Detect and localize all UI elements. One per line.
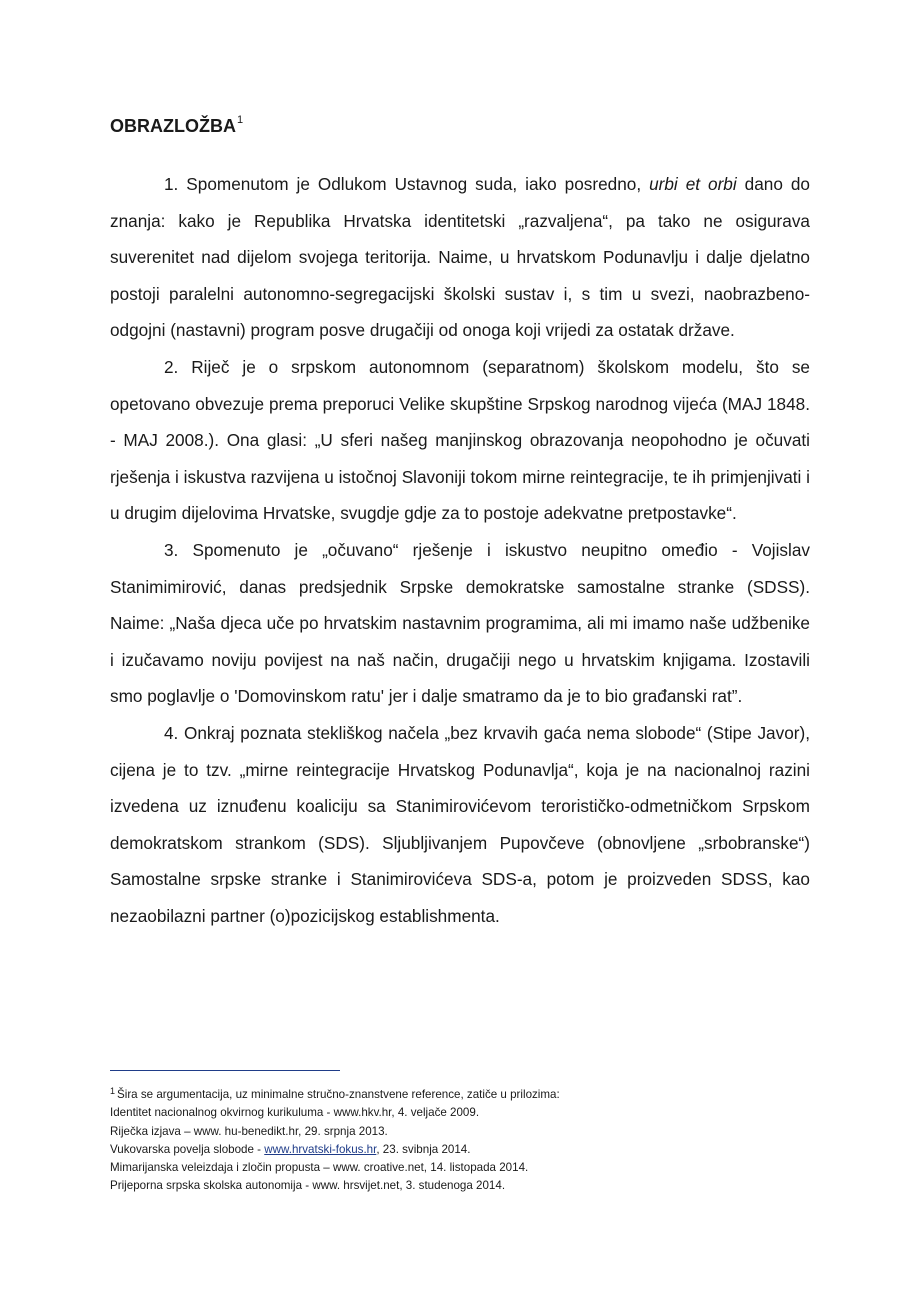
paragraph-1-italic: urbi et orbi: [649, 174, 737, 194]
footnote-reference: 1: [236, 114, 244, 126]
paragraph-3: 3. Spomenuto je „očuvano“ rješenje i iskustvo neupitno omeđio - Vojislav Stanimimirović, danas predsjednik Srpske demokratske samostalne stranke (SDSS). Naime: „Naša djeca uče po hrvatskim nastavnim programima, ali mi imamo naše udžbenike i izučavamo noviju povijest na naš način, drugačiji nego u hrvatskim knjigama. Izostavili smo poglavlje o 'Domovinskom ratu' jer i dalje smatramo da je to bio građanski rat”.: [110, 539, 810, 707]
footnote-intro: [110, 1082, 830, 1104]
footnotes: [110, 1082, 830, 1196]
footnote-line: Riječka izjava – www. hu-benedikt.hr, 29. srpnja 2013.: [110, 1124, 388, 1138]
footnote-intro-text: Šira se argumentacija, uz minimalne stručno-znanstvene reference, zatiče u prilozima:: [117, 1088, 560, 1101]
footnote-line-suffix: , 23. svibnja 2014.: [376, 1142, 471, 1156]
paragraph-4: 4. Onkraj poznata stekliškog načela „bez krvavih gaća nema slobode“ (Stipe Javor), cijena je to tzv. „mirne reintegracije Hrvatskog Podunavlja“, koja je na nacionalnoj razini izvedena uz iznuđenu koaliciju sa Stanimirovićevom terorističko-odmetničkom Srpskom demokratskom strankom (SDS). Sljubljivanjem Pupovčeve (obnovljene „srbobranske“) Samostalne srpske stranke i Stanimirovićeva SDS-a, potom je proizveden SDSS, kao nezaobilazni partner (o)pozicijskog establishmenta.: [110, 722, 810, 926]
footnote-separator: [110, 1070, 340, 1071]
paragraph-2: 2. Riječ je o srpskom autonomnom (separatnom) školskom modelu, što se opetovano obvezuje prema preporuci Velike skupštine Srpskog narodnog vijeća (MAJ 1848. - MAJ 2008.). Ona glasi: „U sferi našeg manjinskog obrazovanja neopohodno je očuvati rješenja i iskustva razvijena u istočnoj Slavoniji tokom mirne reintegracije, te ih primjenjivati i u drugim dijelovima Hrvatske, svugdje gdje za to postoje adekvatne pretpostavke“.: [110, 356, 810, 524]
document-body: [110, 166, 810, 934]
footnote-line: [110, 1141, 830, 1159]
footnote-line: Identitet nacionalnog okvirnog kurikuluma - www.hkv.hr, 4. veljače 2009.: [110, 1106, 480, 1120]
title-text: OBRAZLOŽBA: [110, 116, 236, 136]
footnote-marker: 1: [110, 1086, 116, 1096]
footnote-line: Prijeporna srpska skolska autonomija - www. hrsvijet.net, 3. studenoga 2014.: [110, 1179, 506, 1193]
paragraph-1: [110, 166, 810, 349]
footnote-line-prefix: Vukovarska povelja slobode -: [110, 1142, 265, 1156]
footnote-line: Mimarijanska veleizdaja i zločin propusta – www. croative.net, 14. listopada 2014.: [110, 1161, 529, 1175]
paragraph-1-end: dano do znanja: kako je Republika Hrvatska identitetski „razvaljena“, pa tako ne osigurava suverenitet nad dijelom svojega teritorija. Naime, u hrvatskom Podunavlju i dalje djelatno postoji paralelni autonomno-segregacijski školski sustav i, s tim u svezi, naobrazbeno-odgojni (nastavni) program posve drugačiji od onoga koji vrijedi za ostatak države.: [110, 174, 810, 341]
paragraph-1-start: 1. Spomenutom je Odlukom Ustavnog suda, iako posredno,: [164, 174, 650, 194]
page-title: [110, 114, 243, 137]
footnote-link[interactable]: www.hrvatski-fokus.hr: [264, 1142, 377, 1156]
